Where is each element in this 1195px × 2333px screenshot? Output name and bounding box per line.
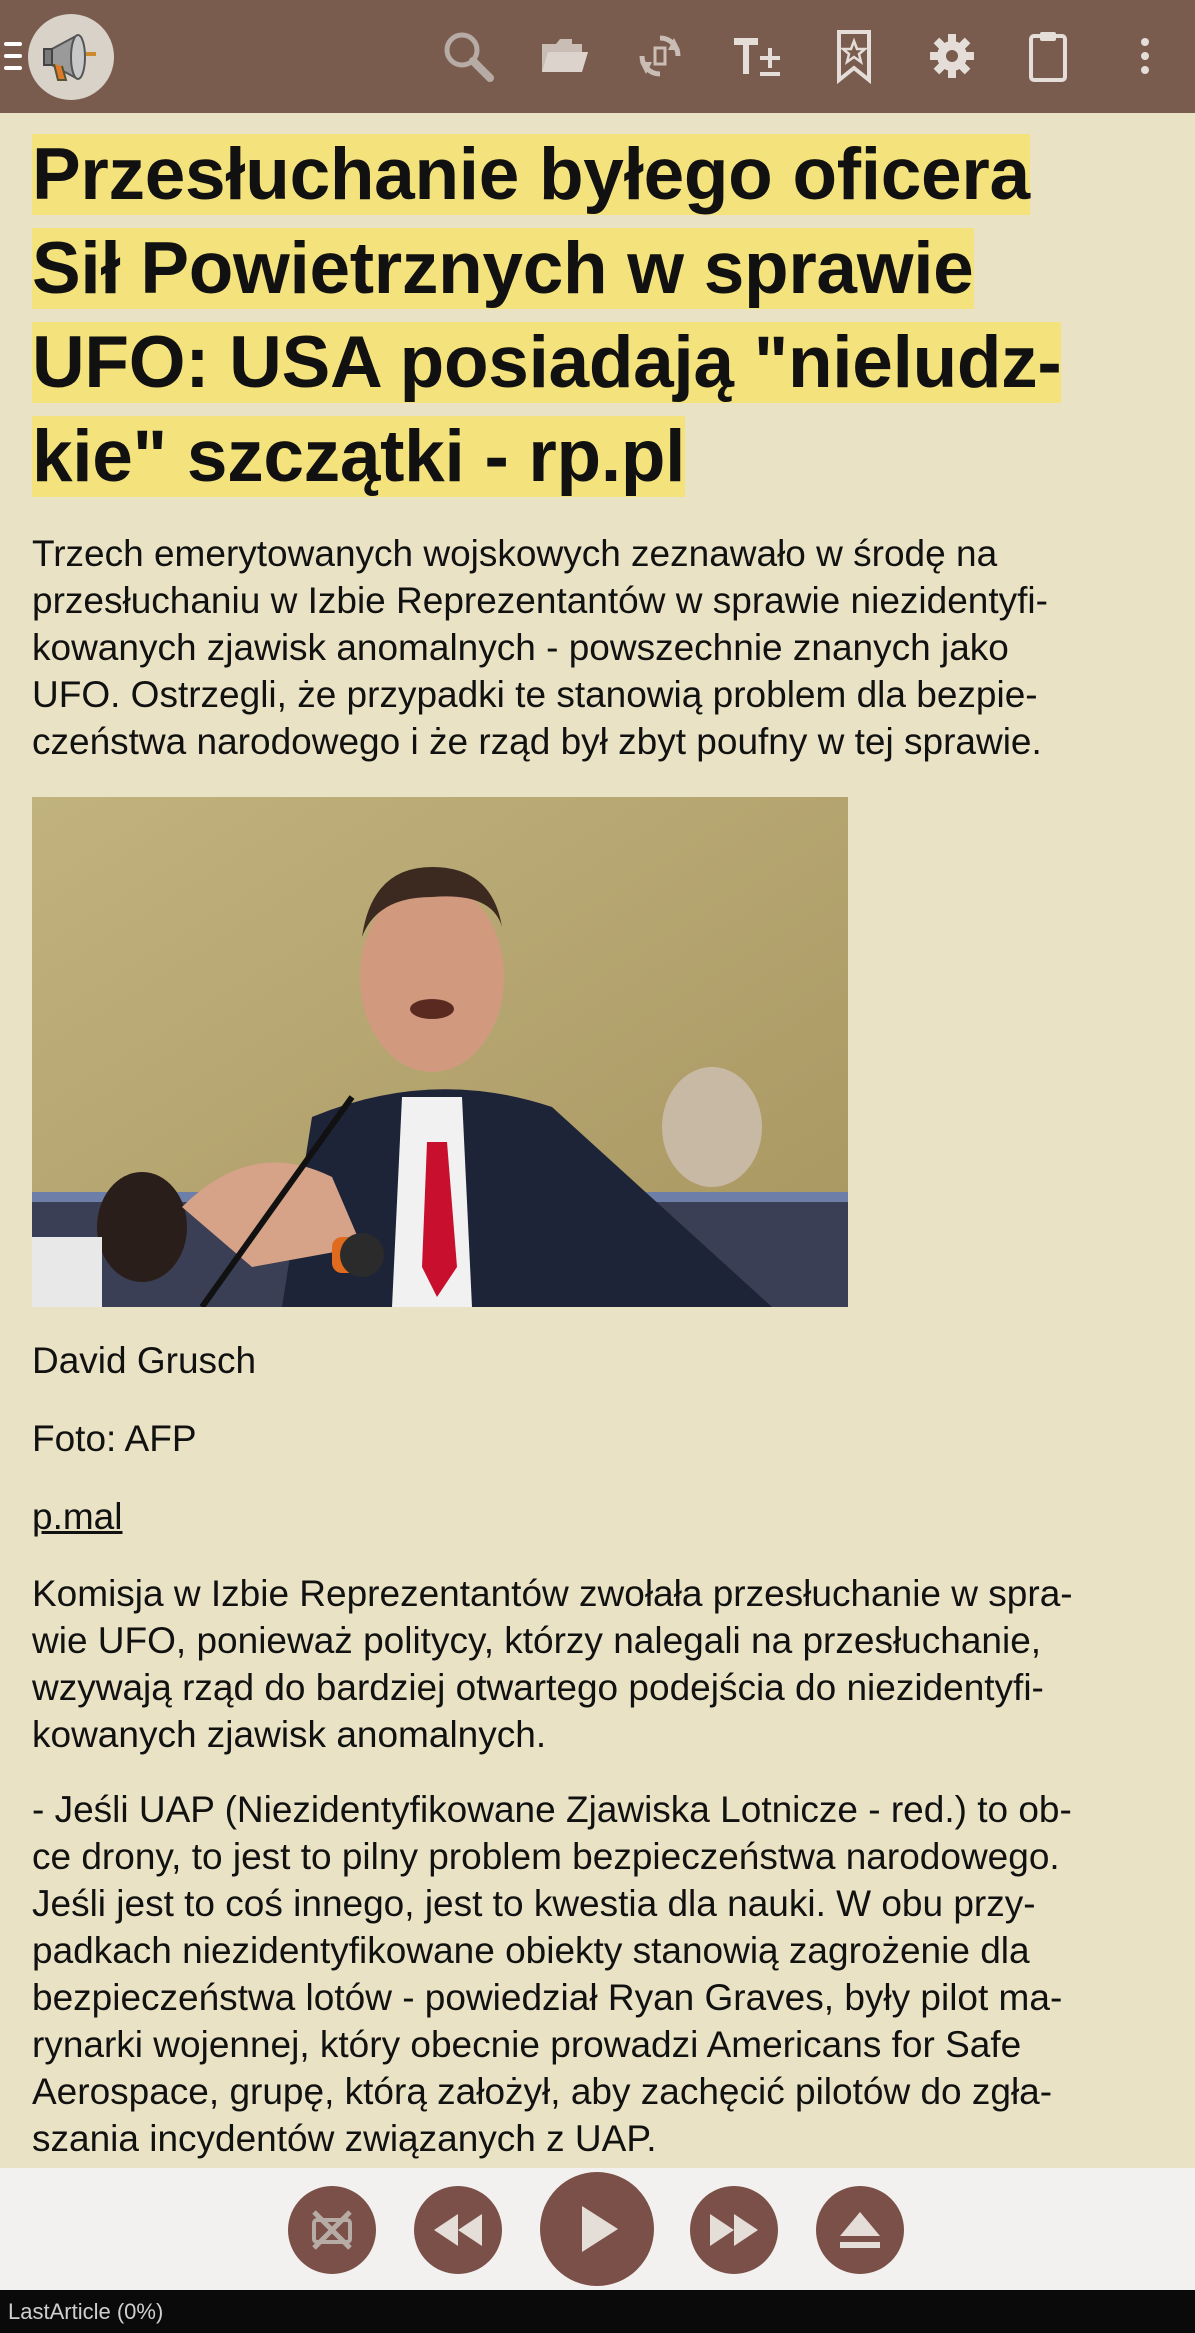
close-tts-button[interactable]	[288, 2186, 376, 2274]
paragraph-line: rynarki wojennej, który obecnie prowadzi Americans for Safe	[32, 2024, 1022, 2065]
lead-line: kowanych zjawisk anomalnych - powszechnie znanych jako	[32, 627, 1009, 668]
play-button[interactable]	[540, 2172, 654, 2286]
fast-forward-button[interactable]	[690, 2186, 778, 2274]
close-tts-icon	[304, 2202, 360, 2258]
paragraph-line: wzywają rząd do bardziej otwartego podejścia do niezidentyfi-	[32, 1667, 1044, 1708]
rewind-icon	[430, 2210, 486, 2250]
article-lead	[32, 530, 1152, 765]
tts-player	[0, 2168, 1195, 2290]
paragraph-line: szania incydentów związanych z UAP.	[32, 2118, 657, 2159]
paragraph-line: wie UFO, ponieważ politycy, którzy nalegali na przesłuchanie,	[32, 1620, 1042, 1661]
photo-credit: Foto: AFP	[32, 1418, 197, 1459]
lead-line: czeństwa narodowego i że rząd był zbyt poufny w tej sprawie.	[32, 721, 1042, 762]
eject-button[interactable]	[816, 2186, 904, 2274]
article-headline	[32, 128, 1152, 504]
paragraph-line: - Jeśli UAP (Niezidentyfikowane Zjawiska Lotnicze - red.) to ob-	[32, 1789, 1072, 1830]
lead-line: przesłuchaniu w Izbie Reprezentantów w sprawie niezidentyfi-	[32, 580, 1048, 621]
play-icon	[572, 2202, 622, 2256]
paragraph-line: padkach niezidentyfikowane obiekty stanowią zagrożenie dla	[32, 1930, 1030, 1971]
status-text: LastArticle (0%)	[8, 2299, 164, 2324]
paragraph-line: kowanych zjawisk anomalnych.	[32, 1714, 547, 1755]
lead-line: UFO. Ostrzegli, że przypadki te stanowią problem dla bezpie-	[32, 674, 1038, 715]
fast-forward-icon	[706, 2210, 762, 2250]
author-link[interactable]: p.mal	[32, 1496, 123, 1537]
paragraph-line: Jeśli jest to coś innego, jest to kwestia dla nauki. W obu przy-	[32, 1883, 1036, 1924]
headline-line: UFO: USA posiadają "nieludz-	[32, 322, 1062, 403]
eject-icon	[836, 2208, 884, 2252]
photo-caption: David Grusch	[32, 1340, 257, 1381]
article-photo	[32, 797, 848, 1307]
paragraph-line: bezpieczeństwa lotów - powiedział Ryan Graves, były pilot ma-	[32, 1977, 1063, 2018]
paragraph-line: ce drony, to jest to pilny problem bezpieczeństwa narodowego.	[32, 1836, 1060, 1877]
headline-line: kie" szczątki - rp.pl	[32, 416, 686, 497]
status-bar	[0, 2290, 1195, 2333]
lead-line: Trzech emerytowanych wojskowych zeznawało w środę na	[32, 533, 998, 574]
rewind-button[interactable]	[414, 2186, 502, 2274]
headline-line: Przesłuchanie byłego oficera	[32, 134, 1030, 215]
article	[32, 128, 1152, 2162]
headline-line: Sił Powietrznych w sprawie	[32, 228, 974, 309]
article-paragraph	[32, 1786, 1152, 2162]
paragraph-line: Komisja w Izbie Reprezentantów zwołała przesłuchanie w spra-	[32, 1573, 1073, 1614]
article-paragraph	[32, 1570, 1152, 1758]
paragraph-line: Aerospace, grupę, którą założył, aby zachęcić pilotów do zgła-	[32, 2071, 1053, 2112]
